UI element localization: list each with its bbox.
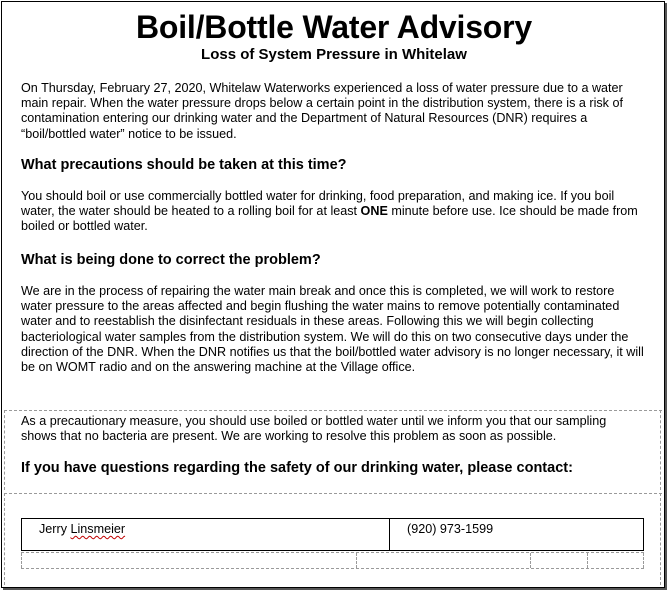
row-cell-border-2: [356, 553, 357, 568]
precautions-paragraph: [21, 189, 651, 235]
contact-column-divider: [389, 519, 390, 550]
contact-last-name: Linsmeier: [70, 522, 126, 536]
contact-table: [21, 518, 644, 551]
precautions-emphasis: ONE: [360, 204, 388, 219]
precaution-paragraph: As a precautionary measure, you should use boiled or bottled water until we inform you that our sampling shows that no bacteria are present. We are working to resolve this problem as soon as possible.: [21, 414, 607, 444]
contact-phone: (920) 973-1599: [407, 522, 494, 536]
section-divider: [4, 410, 662, 411]
row-cell-border-4: [587, 553, 588, 568]
contact-right-border: [660, 493, 661, 585]
contact-left-border: [4, 493, 5, 585]
contact-first-name: Jerry: [39, 522, 71, 536]
row-cell-border-5: [643, 553, 644, 568]
advisory-title: Boil/Bottle Water Advisory: [135, 9, 533, 45]
contact-name: [39, 522, 125, 537]
precautions-heading: What precautions should be taken at this time?: [21, 157, 347, 173]
precautions-text-2: minute before use. Ice should be made from boiled or bottled water.: [21, 204, 638, 234]
correction-paragraph: We are in the process of repairing the water main break and once this is completed, we will work to restore water pressure to the areas affected and begin flushing the water mains to remove potentially contaminated water and to reestablish the disinfectant residuals in these areas. Following this we will begin collecting bacteriological water samples from the distribution system. We will do this on two consecutive days under the direction of the DNR. When the DNR notifies us that the boil/bottled water advisory is no longer necessary, it will be on WOMT radio and on the answering machine at the Village office.: [21, 284, 644, 375]
correction-heading: What is being done to correct the problem?: [21, 252, 321, 268]
row-cell-border-1: [21, 553, 22, 568]
table-right-border: [660, 410, 661, 490]
precautions-text-1: You should boil or use commercially bottled water for drinking, food preparation, and making ice. If you boil water, the water should be heated to a rolling boil for at least: [21, 189, 615, 219]
table-left-border: [4, 410, 5, 490]
row-cell-border-3: [530, 553, 531, 568]
contact-divider-top: [4, 493, 662, 494]
intro-paragraph: On Thursday, February 27, 2020, Whitelaw Waterworks experienced a loss of water pressure due to a water main repair. When the water pressure drops below a certain point in the distribution system, there is a risk of contamination entering our drinking water and the Department of Natural Resources (DNR) requires a “boil/bottled water” notice to be issued.: [21, 81, 623, 141]
advisory-subtitle: Loss of System Pressure in Whitelaw: [201, 46, 467, 63]
contact-heading: If you have questions regarding the safety of our drinking water, please contact:: [21, 460, 573, 476]
empty-table-row: [21, 552, 644, 569]
